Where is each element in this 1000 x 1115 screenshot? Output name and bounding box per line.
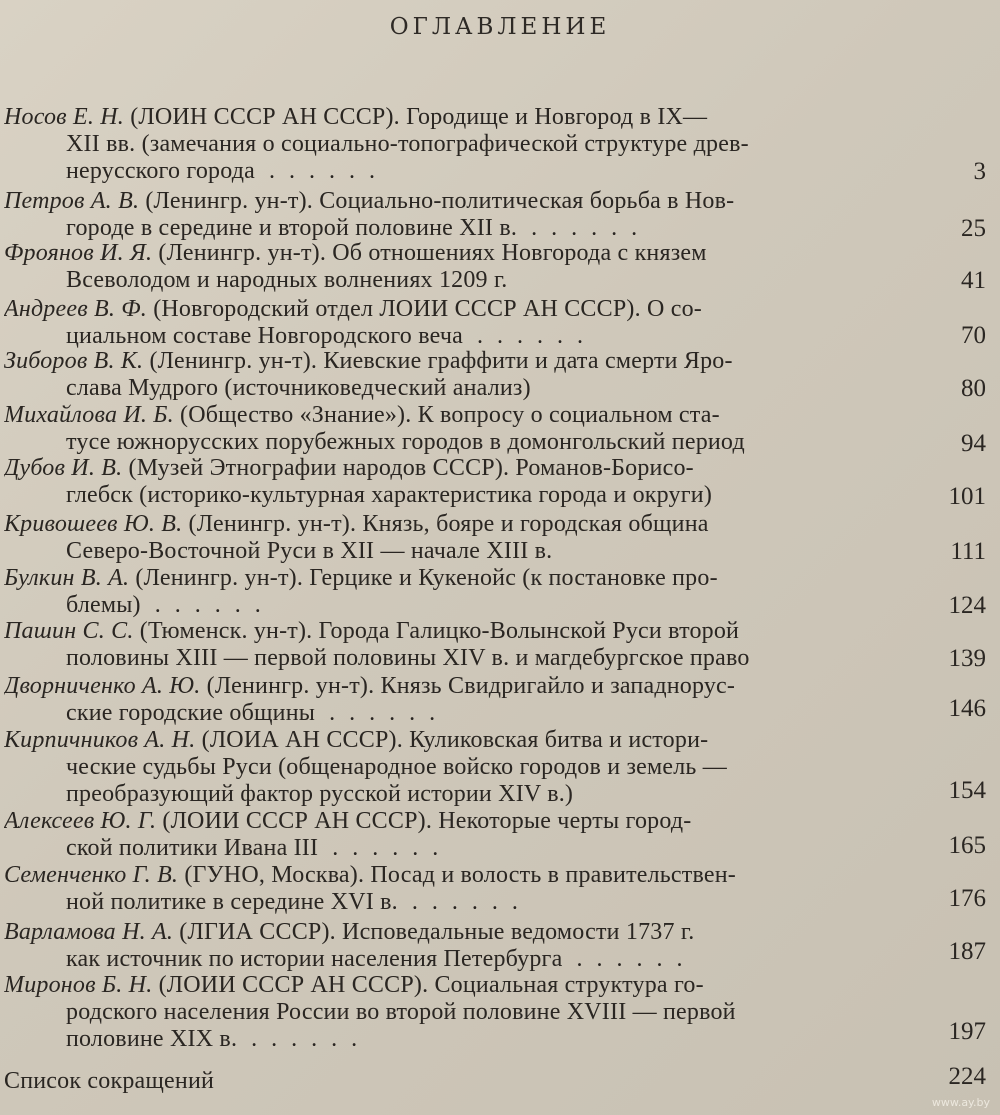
toc-entry-line — [4, 946, 904, 973]
toc-page-number: 25 — [961, 215, 986, 242]
toc-entry-author: Алексеев Ю. Г. — [4, 808, 157, 834]
toc-entry-author: Пашин С. С. — [4, 618, 134, 644]
toc-entry-text: (ЛГИА СССР). Исповедальные ведомости 1737 г. — [173, 919, 695, 945]
toc-entry — [4, 348, 904, 402]
toc-entry-author: Петров А. В. — [4, 188, 140, 214]
toc-entry-text: половине XIX в. — [66, 1026, 238, 1052]
toc-page-number: 124 — [948, 592, 986, 619]
toc-entry-line — [4, 645, 904, 672]
toc-entry-author: Миронов Б. Н. — [4, 972, 153, 998]
toc-page-number: 197 — [948, 1018, 986, 1045]
leader-dots: ...... — [251, 1026, 372, 1052]
toc-entry — [4, 972, 904, 1053]
watermark: www.ay.by — [931, 1096, 990, 1109]
toc-page-number: 154 — [948, 777, 986, 804]
toc-entry-text: (ЛОИА АН СССР). Куликовская битва и истори- — [195, 727, 709, 753]
toc-page-number: 101 — [948, 483, 986, 510]
toc-entry-line — [4, 296, 904, 323]
toc-entry-author: Дубов И. В. — [4, 455, 123, 481]
toc-entry-text: (ЛОИИ СССР АН СССР). Некоторые черты город- — [156, 808, 692, 834]
toc-entry-text: родского населения России во второй половине XVIII — первой — [66, 999, 736, 1025]
toc-entry-text: (Ленингр. ун-т). Герцике и Кукенойс (к постановке про- — [129, 565, 718, 591]
toc-entry — [4, 808, 904, 862]
leader-dots: ...... — [269, 158, 389, 184]
toc-entry-author: Носов Е. Н. — [4, 104, 124, 130]
toc-entry-text: ской политики Ивана III — [66, 835, 319, 861]
toc-entry-line — [4, 727, 904, 754]
page-title: ОГЛАВЛЕНИЕ — [389, 14, 611, 40]
toc-entry — [4, 1068, 904, 1095]
toc-entry-line — [4, 565, 904, 592]
toc-entry-line — [4, 592, 904, 619]
toc-page-number: 187 — [948, 938, 986, 965]
toc-entry — [4, 565, 904, 619]
toc-entry-text: (Тюменск. ун-т). Города Галицко-Волынской Руси второй — [133, 618, 740, 644]
toc-entry-line — [4, 455, 904, 482]
leader-dots: ...... — [411, 889, 532, 915]
toc-entry-line — [4, 402, 904, 429]
toc-entry-text: циальном составе Новгородского веча — [66, 323, 463, 349]
toc-entry-line — [4, 482, 904, 509]
toc-entry-line — [4, 131, 904, 158]
toc-entry-text: Список сокращений — [4, 1068, 215, 1094]
toc-page-number: 80 — [961, 375, 986, 402]
toc-page-number: 70 — [961, 322, 986, 349]
toc-entry-line — [4, 158, 904, 185]
toc-entry-line — [4, 972, 904, 999]
toc-entry-author: Дворниченко А. Ю. — [4, 673, 201, 699]
toc-entry-text: XII вв. (замечания о социально-топографической структуре древ- — [66, 131, 749, 157]
toc-entry — [4, 402, 904, 456]
toc-entry-line — [4, 267, 904, 294]
toc-page-number: 94 — [961, 430, 986, 457]
toc-entry — [4, 188, 904, 242]
toc-entry-author: Зиборов В. К. — [4, 348, 144, 374]
toc-page-number: 139 — [948, 645, 986, 672]
toc-entry-author: Фроянов И. Я. — [4, 240, 153, 266]
toc-entry-line — [4, 215, 904, 242]
toc-entry-text: как источник по истории населения Петербурга — [66, 946, 563, 972]
toc-entry-text: ские городские общины — [66, 700, 316, 726]
toc-entry-line — [4, 700, 904, 727]
toc-entry-text: блемы) — [66, 592, 141, 618]
toc-entry — [4, 727, 904, 808]
toc-entry-author: Варламова Н. А. — [4, 919, 174, 945]
toc-entry — [4, 618, 904, 672]
toc-entry-line — [4, 188, 904, 215]
toc-entry — [4, 862, 904, 916]
toc-entry-line — [4, 835, 904, 862]
toc-entry-line — [4, 673, 904, 700]
toc-entry-line — [4, 781, 904, 808]
toc-entry-author: Кривошеев Ю. В. — [4, 511, 183, 537]
toc-entry — [4, 455, 904, 509]
toc-entry-text: (Ленингр. ун-т). Князь Свидригайло и западнорус- — [200, 673, 736, 699]
toc-entry — [4, 919, 904, 973]
toc-entry-line — [4, 862, 904, 889]
toc-page-number: 176 — [948, 885, 986, 912]
toc-entry-line — [4, 323, 904, 350]
toc-entry-line — [4, 999, 904, 1026]
toc-entry-line — [4, 808, 904, 835]
toc-entry-line — [4, 1026, 904, 1053]
toc-entry-text: Всеволодом и народных волнениях 1209 г. — [66, 267, 508, 293]
toc-entry — [4, 296, 904, 350]
toc-entry-line — [4, 429, 904, 456]
toc-entry-author: Андреев В. Ф. — [4, 296, 147, 322]
toc-page-number: 224 — [948, 1063, 986, 1090]
toc-entry-text: (Новгородский отдел ЛОИИ СССР АН СССР). О со- — [147, 296, 702, 322]
toc-entry-author: Семенченко Г. В. — [4, 862, 179, 888]
leader-dots: ...... — [329, 700, 450, 726]
toc-page-number: 165 — [948, 832, 986, 859]
toc-page-number: 3 — [973, 158, 986, 185]
toc-entry-text: Северо-Восточной Руси в XII — начале XIII в. — [66, 538, 553, 564]
leader-dots: ...... — [576, 946, 697, 972]
toc-entry-line — [4, 240, 904, 267]
toc-entry-text: городе в середине и второй половине XII в. — [66, 215, 518, 241]
toc-entry-line — [4, 919, 904, 946]
leader-dots: ...... — [332, 835, 453, 861]
toc-entry-text: нерусского города — [66, 158, 255, 184]
toc-entry-text: слава Мудрого (источниковедческий анализ) — [66, 375, 531, 401]
toc-entry-text: преобразующий фактор русской истории XIV в.) — [66, 781, 574, 807]
toc-page-number: 111 — [950, 538, 986, 565]
toc-entry-text: (ГУНО, Москва). Посад и волость в правительствен- — [178, 862, 736, 888]
toc-page-number: 41 — [961, 267, 986, 294]
leader-dots: ...... — [154, 592, 275, 618]
leader-dots: ...... — [531, 215, 652, 241]
toc-entry — [4, 104, 904, 185]
toc-entry-line — [4, 511, 904, 538]
toc-entry-text: половины XIII — первой половины XIV в. и магдебургское право — [66, 645, 750, 671]
toc-entry-line — [4, 618, 904, 645]
toc-entry-text: тусе южнорусских порубежных городов в домонгольский период — [66, 429, 745, 455]
toc-entry-text: ной политике в середине XVI в. — [66, 889, 398, 915]
toc-entry-text: (Ленингр. ун-т). Киевские граффити и дата смерти Яро- — [143, 348, 733, 374]
toc-entry-text: (Музей Этнографии народов СССР). Романов-Борисо- — [122, 455, 694, 481]
toc-entry-text: (Ленингр. ун-т). Князь, бояре и городская община — [182, 511, 709, 537]
toc-entry-line — [4, 1068, 904, 1095]
toc-entry-text: (ЛОИИ СССР АН СССР). Социальная структура го- — [152, 972, 704, 998]
leader-dots: ...... — [476, 323, 597, 349]
toc-page-number: 146 — [948, 695, 986, 722]
toc-entry-text: (ЛОИН СССР АН СССР). Городище и Новгород в IX— — [124, 104, 708, 130]
toc-entry-text: (Ленингр. ун-т). Об отношениях Новгорода с князем — [152, 240, 707, 266]
toc-entry-line — [4, 889, 904, 916]
toc-entry-line — [4, 348, 904, 375]
toc-entry — [4, 240, 904, 294]
toc-entry-author: Булкин В. А. — [4, 565, 130, 591]
toc-entry-author: Михайлова И. Б. — [4, 402, 174, 428]
toc-entry-text: ческие судьбы Руси (общенародное войско городов и земель — — [66, 754, 727, 780]
toc-entry-line — [4, 538, 904, 565]
toc-entry-author: Кирпичников А. Н. — [4, 727, 196, 753]
toc-entry — [4, 511, 904, 565]
toc-entry-line — [4, 104, 904, 131]
toc-entry-line — [4, 375, 904, 402]
toc-entry-line — [4, 754, 904, 781]
toc-entry-text: (Ленингр. ун-т). Социально-политическая борьба в Нов- — [139, 188, 735, 214]
toc-entry-text: (Общество «Знание»). К вопросу о социальном ста- — [173, 402, 720, 428]
toc-entry-text: глебск (историко-культурная характеристика города и округи) — [66, 482, 713, 508]
toc-entry — [4, 673, 904, 727]
